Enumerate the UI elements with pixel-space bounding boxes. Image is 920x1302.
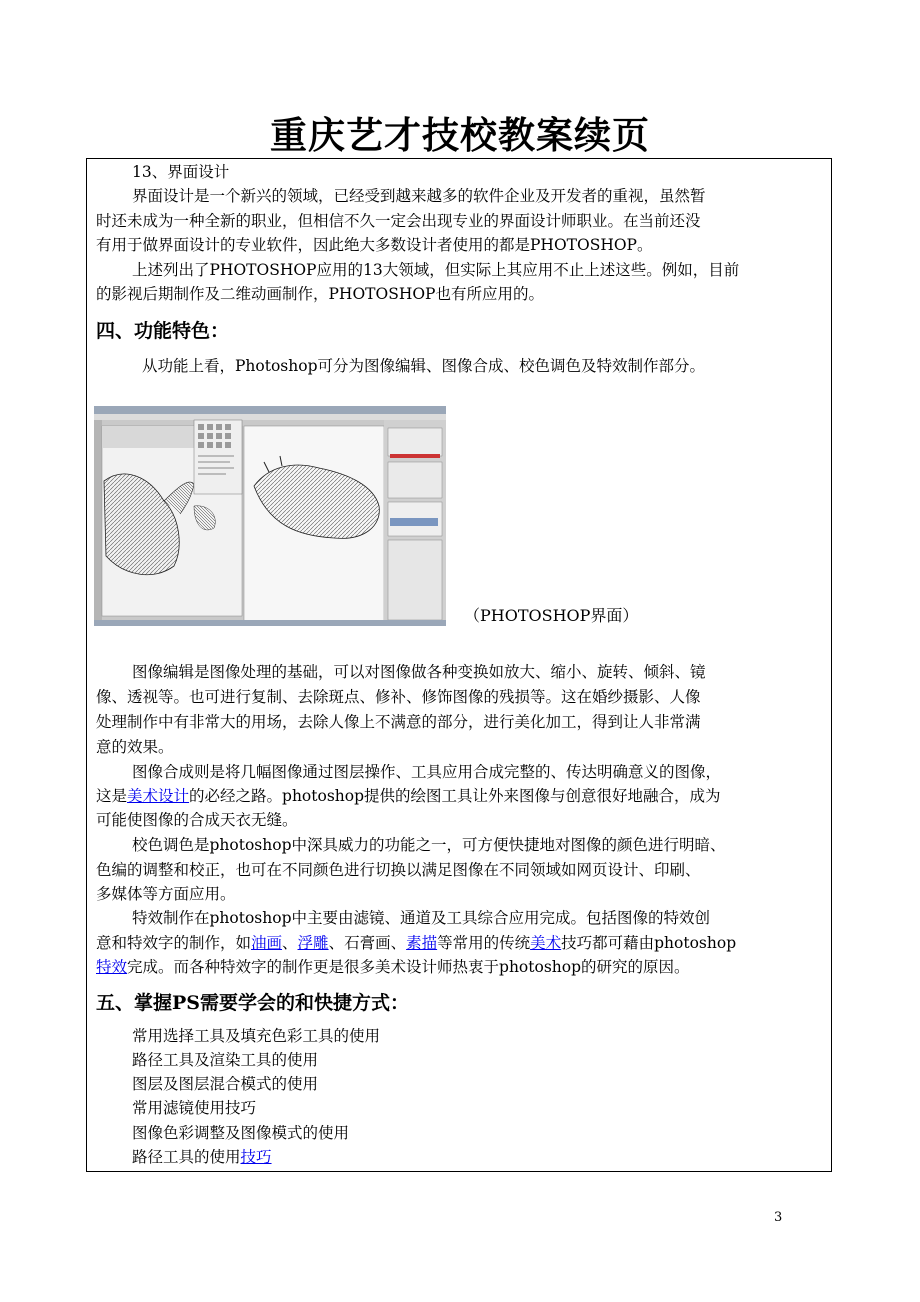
section13-para1-line1: 界面设计是一个新兴的领域，已经受到越来越多的软件企业及开发者的重视，虽然暂 [132, 187, 706, 205]
color-para-line1: 校色调色是photoshop中深具威力的功能之一，可方便快捷地对图像的颜色进行明暗、 [132, 836, 726, 854]
edit-para-line3: 处理制作中有非常大的用场，去除人像上不满意的部分，进行美化加工，得到让人非常满 [96, 713, 701, 731]
comp-para-text: 的必经之路。photoshop提供的绘图工具让外来图像与创意很好地融合，成为 [189, 787, 721, 805]
fx-para-line1: 特效制作在photoshop中主要由滤镜、通道及工具综合应用完成。包括图像的特效创 [132, 909, 710, 927]
edit-para-line2: 像、透视等。也可进行复制、去除斑点、修补、修饰图像的残损等。这在婚纱摄影、人像 [96, 688, 701, 706]
section13-para1-line3: 有用于做界面设计的专业软件，因此绝大多数设计者使用的都是PHOTOSHOP。 [96, 236, 653, 254]
comp-para-text: 这是 [96, 787, 128, 805]
section13-para2-line2: 的影视后期制作及二维动画制作，PHOTOSHOP也有所应用的。 [96, 285, 544, 303]
section13-para2-line1: 上述列出了PHOTOSHOP应用的13大领域，但实际上其应用不止上述这些。例如，目前 [132, 261, 740, 279]
section13-para1-line2: 时还未成为一种全新的职业，但相信不久一定会出现专业的界面设计师职业。在当前还没 [96, 212, 701, 230]
link-fine-art[interactable]: 美术 [530, 934, 562, 952]
color-para-line2: 色编的调整和校正，也可在不同颜色进行切换以满足图像在不同领域如网页设计、印刷、 [96, 861, 701, 879]
comp-para-line3: 可能使图像的合成天衣无缝。 [96, 811, 298, 829]
fx-para-line3 [96, 957, 690, 977]
fx-para-text: 等常用的传统 [437, 934, 531, 952]
list-item [132, 1147, 272, 1167]
section4-heading: 四、功能特色： [96, 320, 230, 342]
fx-para-text: 完成。而各种特效字的制作更是很多美术设计师热衷于photoshop的研究的原因。 [127, 958, 690, 976]
color-para-line3: 多媒体等方面应用。 [96, 885, 236, 903]
list-item: 常用选择工具及填充色彩工具的使用 [132, 1027, 381, 1045]
list-item: 图像色彩调整及图像模式的使用 [132, 1124, 350, 1142]
page-number: 3 [774, 1210, 783, 1225]
photoshop-interface-screenshot [94, 406, 446, 626]
list-item: 图层及图层混合模式的使用 [132, 1075, 319, 1093]
section4-intro: 从功能上看，Photoshop可分为图像编辑、图像合成、校色调色及特效制作部分。 [142, 357, 705, 375]
page-title: 重庆艺才技校教案续页 [270, 113, 650, 157]
list-item-text: 路径工具的使用 [132, 1148, 241, 1166]
fx-para-text: 技巧都可藉由photoshop [561, 934, 737, 952]
link-tips[interactable]: 技巧 [240, 1148, 272, 1166]
link-oil-painting[interactable]: 油画 [251, 934, 283, 952]
section5-heading: 五、掌握PS需要学会的和快捷方式： [96, 992, 410, 1014]
fx-para-text: 、石膏画、 [328, 934, 407, 952]
edit-para-line1: 图像编辑是图像处理的基础，可以对图像做各种变换如放大、缩小、旋转、倾斜、镜 [132, 663, 706, 681]
figure-caption: （PHOTOSHOP界面） [464, 606, 639, 625]
list-item: 路径工具及渲染工具的使用 [132, 1051, 319, 1069]
link-sketch[interactable]: 素描 [406, 934, 438, 952]
link-art-design[interactable]: 美术设计 [127, 787, 190, 805]
section13-heading: 13、界面设计 [132, 163, 230, 181]
comp-para-line2 [96, 786, 721, 806]
fx-para-line2 [96, 933, 736, 953]
link-relief[interactable]: 浮雕 [297, 934, 329, 952]
fx-para-text: 意和特效字的制作，如 [96, 934, 252, 952]
edit-para-line4: 意的效果。 [96, 738, 174, 756]
link-special-effects[interactable]: 特效 [96, 958, 128, 976]
list-item: 常用滤镜使用技巧 [132, 1099, 257, 1117]
comp-para-line1: 图像合成则是将几幅图像通过图层操作、工具应用合成完整的、传达明确意义的图像， [132, 763, 722, 781]
fx-para-text: 、 [282, 934, 298, 952]
